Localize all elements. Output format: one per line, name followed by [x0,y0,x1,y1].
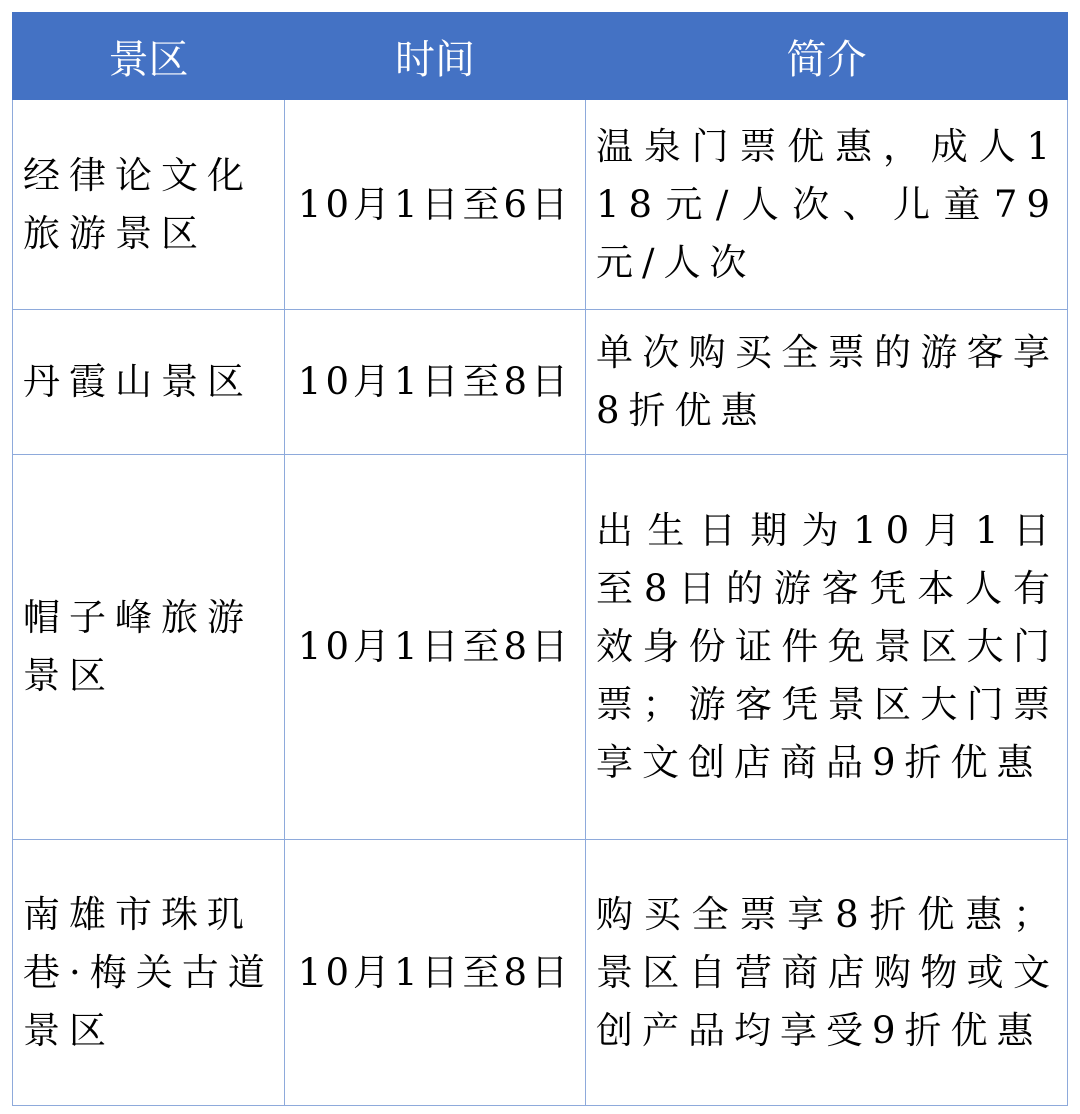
time-cell: 10月1日至6日 [285,100,586,310]
intro-cell: 温泉门票优惠，成人118元/人次、儿童79元/人次 [586,100,1068,310]
table-row [13,310,1068,455]
intro-cell: 购买全票享8折优惠；景区自营商店购物或文创产品均享受9折优惠 [586,840,1068,1106]
header-time: 时间 [285,13,586,100]
header-scenic-area: 景区 [13,13,285,100]
table-row [13,100,1068,310]
intro-cell: 单次购买全票的游客享8折优惠 [586,310,1068,455]
time-cell: 10月1日至8日 [285,840,586,1106]
intro-cell: 出生日期为10月1日至8日的游客凭本人有效身份证件免景区大门票；游客凭景区大门票享文创店商品9折优惠 [586,455,1068,840]
table-header-row [13,13,1068,100]
scenic-area-cell: 经律论文化旅游景区 [13,100,285,310]
scenic-promotion-table [12,12,1068,1106]
scenic-area-cell: 丹霞山景区 [13,310,285,455]
table-row [13,840,1068,1106]
time-cell: 10月1日至8日 [285,310,586,455]
scenic-area-cell: 南雄市珠玑巷·梅关古道景区 [13,840,285,1106]
scenic-area-cell: 帽子峰旅游景区 [13,455,285,840]
header-intro: 简介 [586,13,1068,100]
table-row [13,455,1068,840]
time-cell: 10月1日至8日 [285,455,586,840]
